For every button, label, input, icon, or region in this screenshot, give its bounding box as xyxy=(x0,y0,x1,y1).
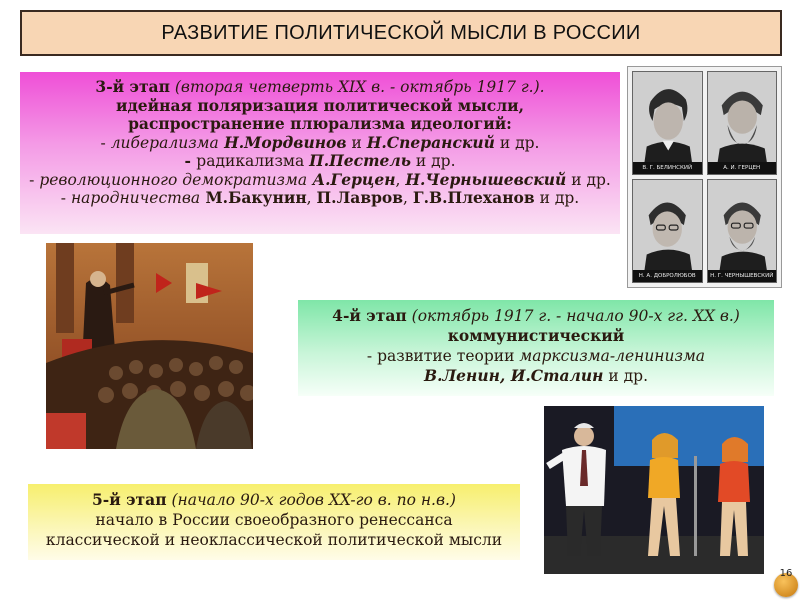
name-chernyshevsky: Н.Чернышевский xyxy=(405,169,567,189)
stage3-period: (вторая четверть XIX в. - октябрь 1917 г.). xyxy=(169,78,545,96)
name-herzen: А.Герцен xyxy=(307,169,396,189)
dash: - xyxy=(100,133,111,152)
stage3-radicalism xyxy=(20,152,620,171)
etc: и др. xyxy=(410,152,456,170)
stage3-label: 3-й этап xyxy=(95,77,170,96)
portrait-caption: Н. Г. ЧЕРНЫШЕВСКИЙ xyxy=(708,270,777,282)
conj: и xyxy=(346,133,367,152)
lenin-painting-image xyxy=(46,243,253,449)
stage5-label: 5-й этап xyxy=(92,490,167,509)
etc: и др. xyxy=(494,133,540,152)
portrait-caption: Н. А. ДОБРОЛЮБОВ xyxy=(633,270,702,282)
portrait-herzen-icon xyxy=(707,71,778,175)
stage4-line4 xyxy=(298,366,774,386)
revolutionary-label: революционного демократизма xyxy=(39,170,308,189)
stage3-revolutionary xyxy=(20,171,620,190)
stage5-heading xyxy=(28,490,520,510)
stage4-names: В.Ленин, И.Сталин xyxy=(423,366,604,385)
stage4-period: (октябрь 1917 г. - начало 90-х гг. XX в.) xyxy=(406,307,740,325)
comma: , xyxy=(395,170,406,189)
stage4-theory-prefix: - развитие теории xyxy=(366,347,520,365)
dash: - xyxy=(29,170,40,189)
name-pestel: П.Пестель xyxy=(309,151,411,170)
populism-label: народничества xyxy=(70,189,201,207)
name-speransky: Н.Сперанский xyxy=(366,132,495,152)
stage4-line3 xyxy=(298,346,774,366)
name-mordvinov: Н.Мордвинов xyxy=(218,132,347,152)
stage3-heading xyxy=(20,78,620,97)
etc: и др. xyxy=(534,189,580,207)
stage3-populism xyxy=(20,189,620,208)
stage3-box xyxy=(20,72,620,234)
stage5-line2: начало в России своеобразного ренессанса xyxy=(95,511,453,529)
stage4-heading xyxy=(298,306,774,326)
slide-title: РАЗВИТИЕ ПОЛИТИЧЕСКОЙ МЫСЛИ В РОССИИ xyxy=(161,21,641,44)
stage4-line2: коммунистический xyxy=(447,326,625,345)
name-lavrov: П.Лавров xyxy=(316,188,404,207)
liberalism-label: либерализма xyxy=(110,133,219,152)
comma: , xyxy=(306,189,317,207)
dash: - xyxy=(184,151,197,170)
slide-title-bar xyxy=(20,10,782,56)
portrait-dobrolyubov-icon xyxy=(632,179,703,283)
stage3-line2: идейная поляризация политической мысли, xyxy=(115,95,525,115)
portrait-caption: В. Г. БЕЛИНСКИЙ xyxy=(633,162,702,174)
comma: , xyxy=(403,189,413,207)
stage5-line3: классической и неоклассической политической мысли xyxy=(45,531,503,549)
stage4-theory-name: марксизма-ленинизма xyxy=(519,347,706,365)
stage3-line3: распространение плюрализма идеологий: xyxy=(128,114,512,133)
stage3-liberalism xyxy=(20,134,620,153)
stage4-label: 4-й этап xyxy=(332,306,407,325)
name-bakunin: М.Бакунин xyxy=(200,188,307,207)
page-number: 16 xyxy=(779,568,793,579)
etc: и др. xyxy=(603,367,649,385)
stage4-box xyxy=(298,300,774,396)
yeltsin-concert-photo xyxy=(544,406,764,574)
etc: и др. xyxy=(566,170,611,189)
portrait-caption: А. И. ГЕРЦЕН xyxy=(708,162,777,174)
name-plekhanov: Г.В.Плеханов xyxy=(412,188,535,207)
dash: - xyxy=(60,189,71,207)
portrait-belinsky-icon xyxy=(632,71,703,175)
radicalism-label: радикализма xyxy=(196,152,310,170)
portrait-chernyshevsky-icon xyxy=(707,179,778,283)
stage5-period: (начало 90-х годов XX-го в. по н.в.) xyxy=(166,491,456,509)
stage5-box xyxy=(28,484,520,560)
portrait-grid xyxy=(627,66,782,288)
